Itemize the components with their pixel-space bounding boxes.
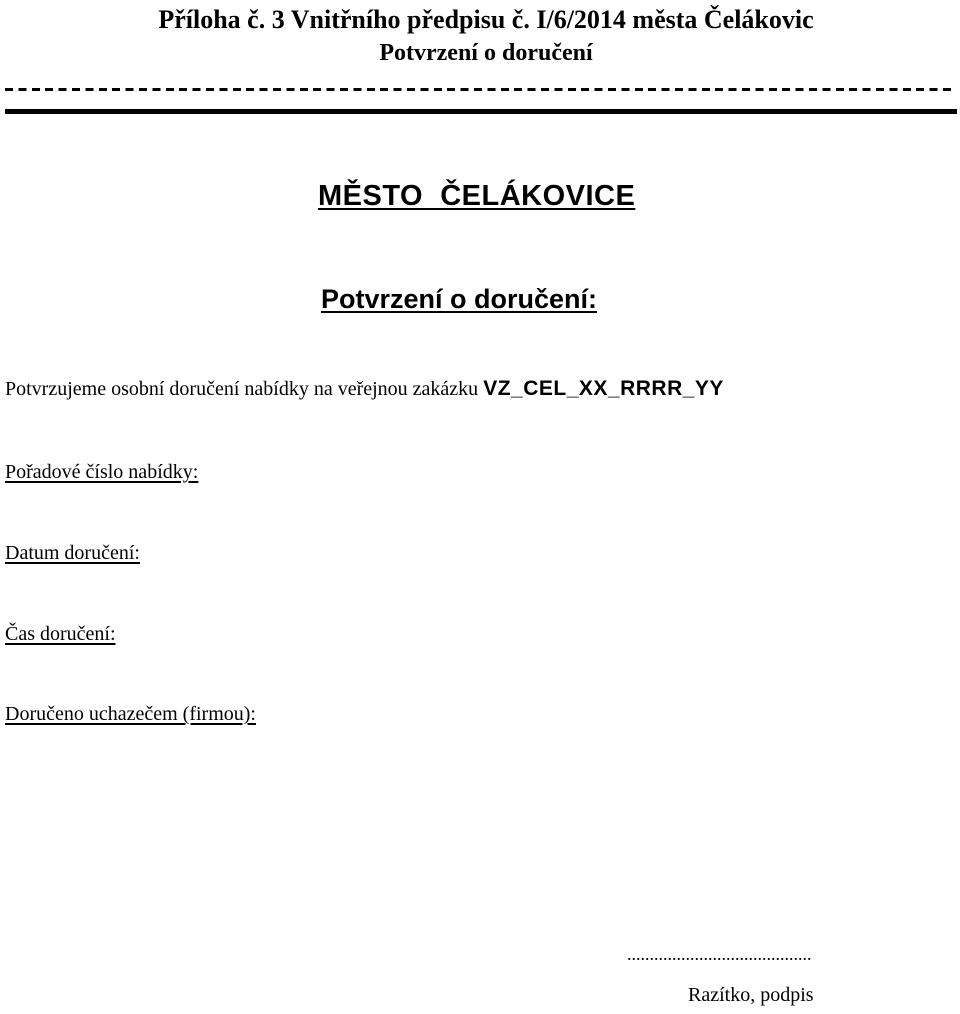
signature-line: ......................................... — [627, 944, 812, 964]
city-heading: MĚSTO ČELÁKOVICE — [318, 180, 636, 212]
document-header-title: Příloha č. 3 Vnitřního předpisu č. I/6/2014 města Čelákovic — [158, 5, 814, 34]
dashed-separator — [5, 88, 955, 91]
contract-code: VZ_CEL_XX_RRRR_YY — [483, 377, 724, 400]
field-delivered-by: Doručeno uchazečem (firmou): — [5, 703, 256, 725]
confirmation-heading: Potvrzení o doručení: — [321, 284, 598, 314]
signature-label: Razítko, podpis — [688, 984, 814, 1006]
field-offer-number: Pořadové číslo nabídky: — [5, 461, 199, 483]
confirmation-statement — [5, 377, 724, 401]
horizontal-rule — [5, 109, 957, 114]
field-delivery-date: Datum doručení: — [5, 542, 140, 564]
field-delivery-time: Čas doručení: — [5, 623, 116, 645]
statement-text: Potvrzujeme osobní doručení nabídky na veřejnou zakázku — [5, 378, 484, 400]
document-header-subtitle: Potvrzení o doručení — [379, 40, 593, 66]
